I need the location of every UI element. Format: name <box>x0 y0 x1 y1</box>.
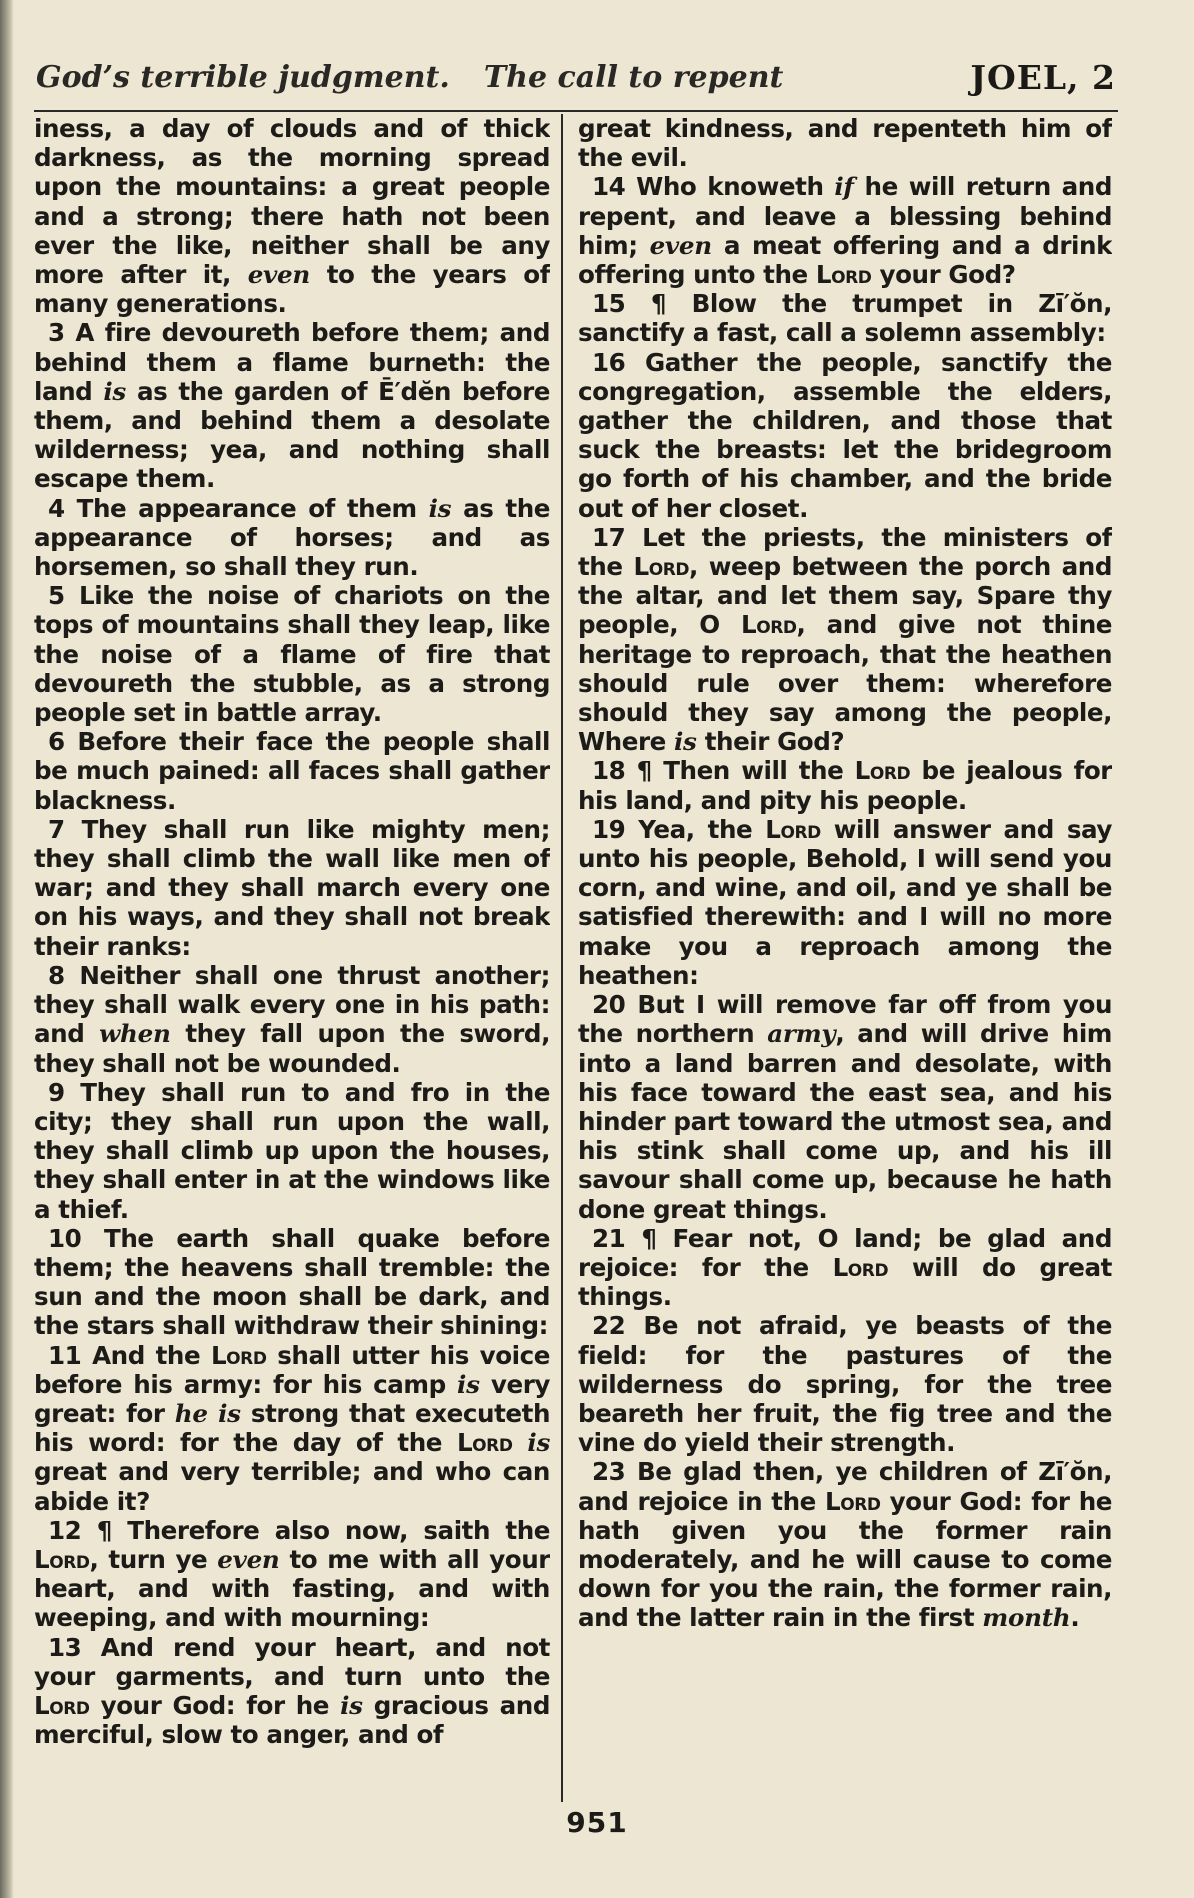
header-topic-judgment: God’s terrible judgment. <box>36 60 450 95</box>
verse-r17: 17 Let the priests, the ministers of the Lord, weep between the porch and the altar, and let them say, Spare thy people, O Lord, and give not thine heritage to reproach, that the heathen should rule over them: wherefore should they say among the people, Where is their God? <box>578 522 1112 757</box>
page-number: 951 <box>566 1806 628 1839</box>
text-column-left <box>34 114 550 1804</box>
header-book-chapter: JOEL, 2 <box>970 58 1116 97</box>
verse-l1: iness, a day of clouds and of thick darkness, as the morning spread upon the mountains: a great people and a strong; there hath not been ever the like, neither shall be any more after it, even to the years of many generations. <box>34 114 550 319</box>
verse-r13: great kindness, and repenteth him of the evil. <box>578 114 1112 173</box>
verse-r22: 22 Be not afraid, ye beasts of the field: for the pastures of the wilderness do spring, for the tree beareth her fruit, the fig tree and the vine do yield their strength. <box>578 1311 1112 1458</box>
verse-l11: 11 And the Lord shall utter his voice before his army: for his camp is very great: for he is strong that executeth his word: for the day of the Lord is great and very terrible; and who can abide it? <box>34 1340 550 1516</box>
verse-r14: 14 Who knoweth if he will return and repent, and leave a blessing behind him; even a meat offering and a drink offering unto the Lord your God? <box>578 172 1112 290</box>
page-spine-shadow <box>0 0 14 1898</box>
verse-r21: 21 ¶ Fear not, O land; be glad and rejoice: for the Lord will do great things. <box>578 1223 1112 1312</box>
verse-l7: 7 They shall run like mighty men; they shall climb the wall like men of war; and they shall march every one on his ways, and they shall not break their ranks: <box>34 814 550 961</box>
verse-l9: 9 They shall run to and fro in the city; they shall run upon the wall, they shall climb up upon the houses, they shall enter in at the windows like a thief. <box>34 1077 550 1224</box>
verse-l8: 8 Neither shall one thrust another; they shall walk every one in his path: and when they fall upon the sword, they shall not be wounded. <box>34 960 550 1078</box>
running-header <box>36 60 1116 106</box>
verse-l5: 5 Like the noise of chariots on the tops of mountains shall they leap, like the noise of a flame of fire that devoureth the stubble, as a strong people set in battle array. <box>34 581 550 728</box>
verse-l12: 12 ¶ Therefore also now, saith the Lord, turn ye even to me with all your heart, and with fasting, and with weeping, and with mourning: <box>34 1515 550 1633</box>
verse-r16: 16 Gather the people, sanctify the congregation, assemble the elders, gather the children, and those that suck the breasts: let the bridegroom go forth of his chamber, and the bride out of her closet. <box>578 347 1112 523</box>
verse-l13: 13 And rend your heart, and not your garments, and turn unto the Lord your God: for he is gracious and merciful, slow to anger, and of <box>34 1632 550 1750</box>
verse-r20: 20 But I will remove far off from you the northern army, and will drive him into a land barren and desolate, with his face toward the east sea, and his hinder part toward the utmost sea, and his stink shall come up, and his ill savour shall come up, because he hath done great things. <box>578 990 1112 1224</box>
verse-l3: 3 A fire devoureth before them; and behind them a flame burneth: the land is as the garden of Ē′dĕn before them, and behind them a desolate wilderness; yea, and nothing shall escape them. <box>34 318 550 494</box>
running-header-topics <box>36 60 783 95</box>
verse-r19: 19 Yea, the Lord will answer and say unto his people, Behold, I will send you corn, and wine, and oil, and ye shall be satisfied therewith: and I will no more make you a reproach among the heathen: <box>578 814 1112 990</box>
verse-r15: 15 ¶ Blow the trumpet in Zī′ŏn, sanctify a fast, call a solemn assembly: <box>578 289 1112 348</box>
header-topic-repent: The call to repent <box>483 60 784 95</box>
verse-r18: 18 ¶ Then will the Lord be jealous for his land, and pity his people. <box>578 756 1112 815</box>
verse-l6: 6 Before their face the people shall be much pained: all faces shall gather blackness. <box>34 727 550 815</box>
header-rule <box>34 110 1118 112</box>
column-divider <box>561 114 563 1802</box>
verse-r23: 23 Be glad then, ye children of Zī′ŏn, and rejoice in the Lord your God: for he hath given you the former rain moderately, and he will cause to come down for you the rain, the former rain, and the latter rain in the first month. <box>578 1457 1112 1633</box>
text-column-right <box>578 114 1112 1804</box>
verse-l10: 10 The earth shall quake before them; the heavens shall tremble: the sun and the moon shall be dark, and the stars shall withdraw their shining: <box>34 1223 550 1341</box>
verse-l4: 4 The appearance of them is as the appearance of horses; and as horsemen, so shall they run. <box>34 493 550 582</box>
